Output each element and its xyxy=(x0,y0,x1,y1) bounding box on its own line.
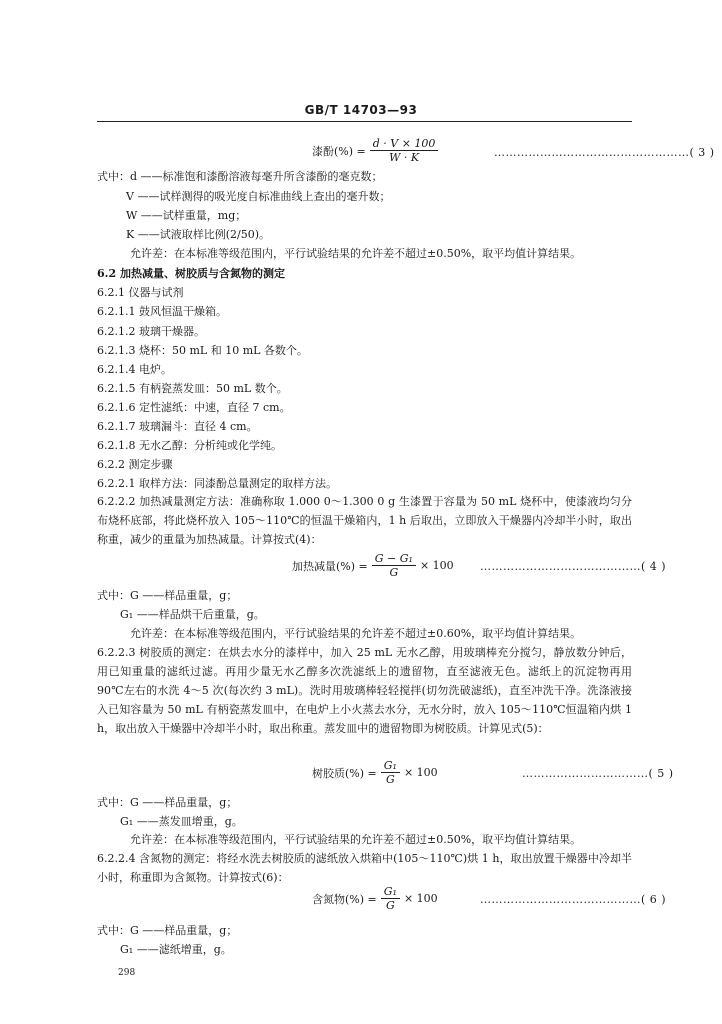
equation-3 xyxy=(312,137,442,164)
equation-3-lhs: 漆酚(%) = xyxy=(312,144,366,158)
equation-3-fraction xyxy=(370,137,439,164)
equation-6-lhs: 含氮物(%) = xyxy=(312,892,377,906)
equation-5-rhs: × 100 xyxy=(403,766,438,779)
section-6-2-1: 6.2.1 仪器与试剂 xyxy=(97,286,184,299)
eq3-where-k: K ——试液取样比例(2/50)。 xyxy=(126,228,270,241)
equation-6-fraction xyxy=(381,885,400,912)
eq5-where-g: 式中：G ——样品重量，g； xyxy=(97,796,238,809)
item-6-2-1-7: 6.2.1.7 玻璃漏斗：直径 4 cm。 xyxy=(97,420,258,433)
section-6-2-2-1: 6.2.2.1 取样方法：同漆酚总量测定的取样方法。 xyxy=(97,477,337,490)
equation-3-denominator: W · K xyxy=(389,151,420,164)
equation-5-lhs: 树胶质(%) = xyxy=(312,766,377,780)
page-number: 298 xyxy=(118,968,136,978)
equation-5-numerator: G₁ xyxy=(381,759,400,773)
item-6-2-1-3: 6.2.1.3 烧杯：50 mL 和 10 mL 各数个。 xyxy=(97,344,308,357)
item-6-2-1-5: 6.2.1.5 有柄瓷蒸发皿：50 mL 数个。 xyxy=(97,382,288,395)
section-6-2-2-3: 6.2.2.3 树胶质的测定：在烘去水分的漆样中，加入 25 mL 无水乙醇，用玻璃棒充分搅匀，静放数分钟后，用已知重量的滤纸过滤。再用少量无水乙醇多次洗滤纸上的遗留物，直至滤液无色。滤纸上的沉淀物再用 90℃左右的水洗 4～5 次(每次约 3 mL)。洗时用玻璃棒轻轻搅拌(切勿洗破滤纸)，直至冲洗干净。洗涤液接入已知容量为 50 mL 有柄瓷蒸发皿中，在电炉上小火蒸去水分，无水分时，放入 105～110℃恒温箱内烘 1 h，取出放入干燥器中冷却半小时，取出称重。蒸发皿中的遗留物即为树胶质。计算见式(5)： xyxy=(97,646,632,735)
equation-6-rhs: × 100 xyxy=(403,892,438,905)
eq3-where-v: V ——试样测得的吸光度自标准曲线上查出的毫升数； xyxy=(126,190,391,203)
equation-4-numerator: G − G₁ xyxy=(372,552,416,566)
tolerance-3: 允许差：在本标准等级范围内，平行试验结果的允许差不超过±0.50%，取平均值计算结果。 xyxy=(130,833,582,846)
eq3-where-w: W ——试样重量，mg； xyxy=(126,209,247,222)
equation-5 xyxy=(312,759,438,786)
eq4-where-g: 式中：G ——样品重量，g； xyxy=(97,589,238,602)
equation-6-numerator: G₁ xyxy=(381,885,400,899)
item-6-2-1-1: 6.2.1.1 鼓风恒温干燥箱。 xyxy=(97,305,227,318)
equation-4-leader: ……………………………………( 4 ) xyxy=(480,560,667,573)
equation-6-denominator: G xyxy=(385,899,395,912)
eq6-where-g: 式中：G ——样品重量，g； xyxy=(97,924,238,937)
page-header: GB/T 14703—93 xyxy=(304,103,418,117)
equation-4 xyxy=(292,552,454,579)
eq3-where-d: 式中：d ——标准饱和漆酚溶液每毫升所含漆酚的毫克数； xyxy=(97,170,383,183)
item-6-2-1-6: 6.2.1.6 定性滤纸：中速，直径 7 cm。 xyxy=(97,401,291,414)
equation-3-numerator: d · V × 100 xyxy=(370,137,439,151)
section-6-2: 6.2 加热减量、树胶质与含氮物的测定 xyxy=(97,267,285,280)
item-6-2-1-4: 6.2.1.4 电炉。 xyxy=(97,363,172,376)
section-6-2-2-4: 6.2.2.4 含氮物的测定：将经水洗去树胶质的滤纸放入烘箱中(105～110℃)烘 1 h，取出放置干燥器中冷却半小时，称重即为含氮物。计算按式(6)： xyxy=(97,852,632,884)
eq5-where-g1: G₁ ——蒸发皿增重，g。 xyxy=(120,815,243,828)
tolerance-2: 允许差：在本标准等级范围内，平行试验结果的允许差不超过±0.60%，取平均值计算结果。 xyxy=(130,627,582,640)
eq4-where-g1: G₁ ——样品烘干后重量，g。 xyxy=(120,608,265,621)
equation-5-denominator: G xyxy=(385,773,395,786)
equation-5-fraction xyxy=(381,759,400,786)
equation-4-denominator: G xyxy=(389,566,399,579)
section-6-2-2: 6.2.2 测定步骤 xyxy=(97,458,173,471)
equation-3-leader: ……………………………………………( 3 ) xyxy=(494,146,715,159)
tolerance-1: 允许差：在本标准等级范围内，平行试验结果的允许差不超过±0.50%，取平均值计算结果。 xyxy=(130,247,582,260)
equation-4-fraction xyxy=(372,552,416,579)
equation-6 xyxy=(312,885,438,912)
item-6-2-1-8: 6.2.1.8 无水乙醇：分析纯或化学纯。 xyxy=(97,439,282,452)
equation-4-lhs: 加热减量(%) = xyxy=(292,559,368,573)
equation-5-leader: ……………………………( 5 ) xyxy=(522,767,674,780)
item-6-2-1-2: 6.2.1.2 玻璃干燥器。 xyxy=(97,325,205,338)
equation-4-rhs: × 100 xyxy=(419,559,454,572)
eq6-where-g1: G₁ ——滤纸增重，g。 xyxy=(120,943,232,956)
equation-6-leader: ……………………………………( 6 ) xyxy=(480,893,667,906)
section-6-2-2-2: 6.2.2.2 加热减量测定方法：准确称取 1.000 0～1.300 0 g 生漆置于容量为 50 mL 烧杯中，使漆液均匀分布烧杯底部，将此烧杯放入 105～110℃的恒温干燥箱内，1 h 后取出，立即放入干燥器内冷却半小时，取出称重，减少的重量为加热减量。计算按式(4)： xyxy=(97,495,632,546)
header-rule xyxy=(97,121,632,122)
